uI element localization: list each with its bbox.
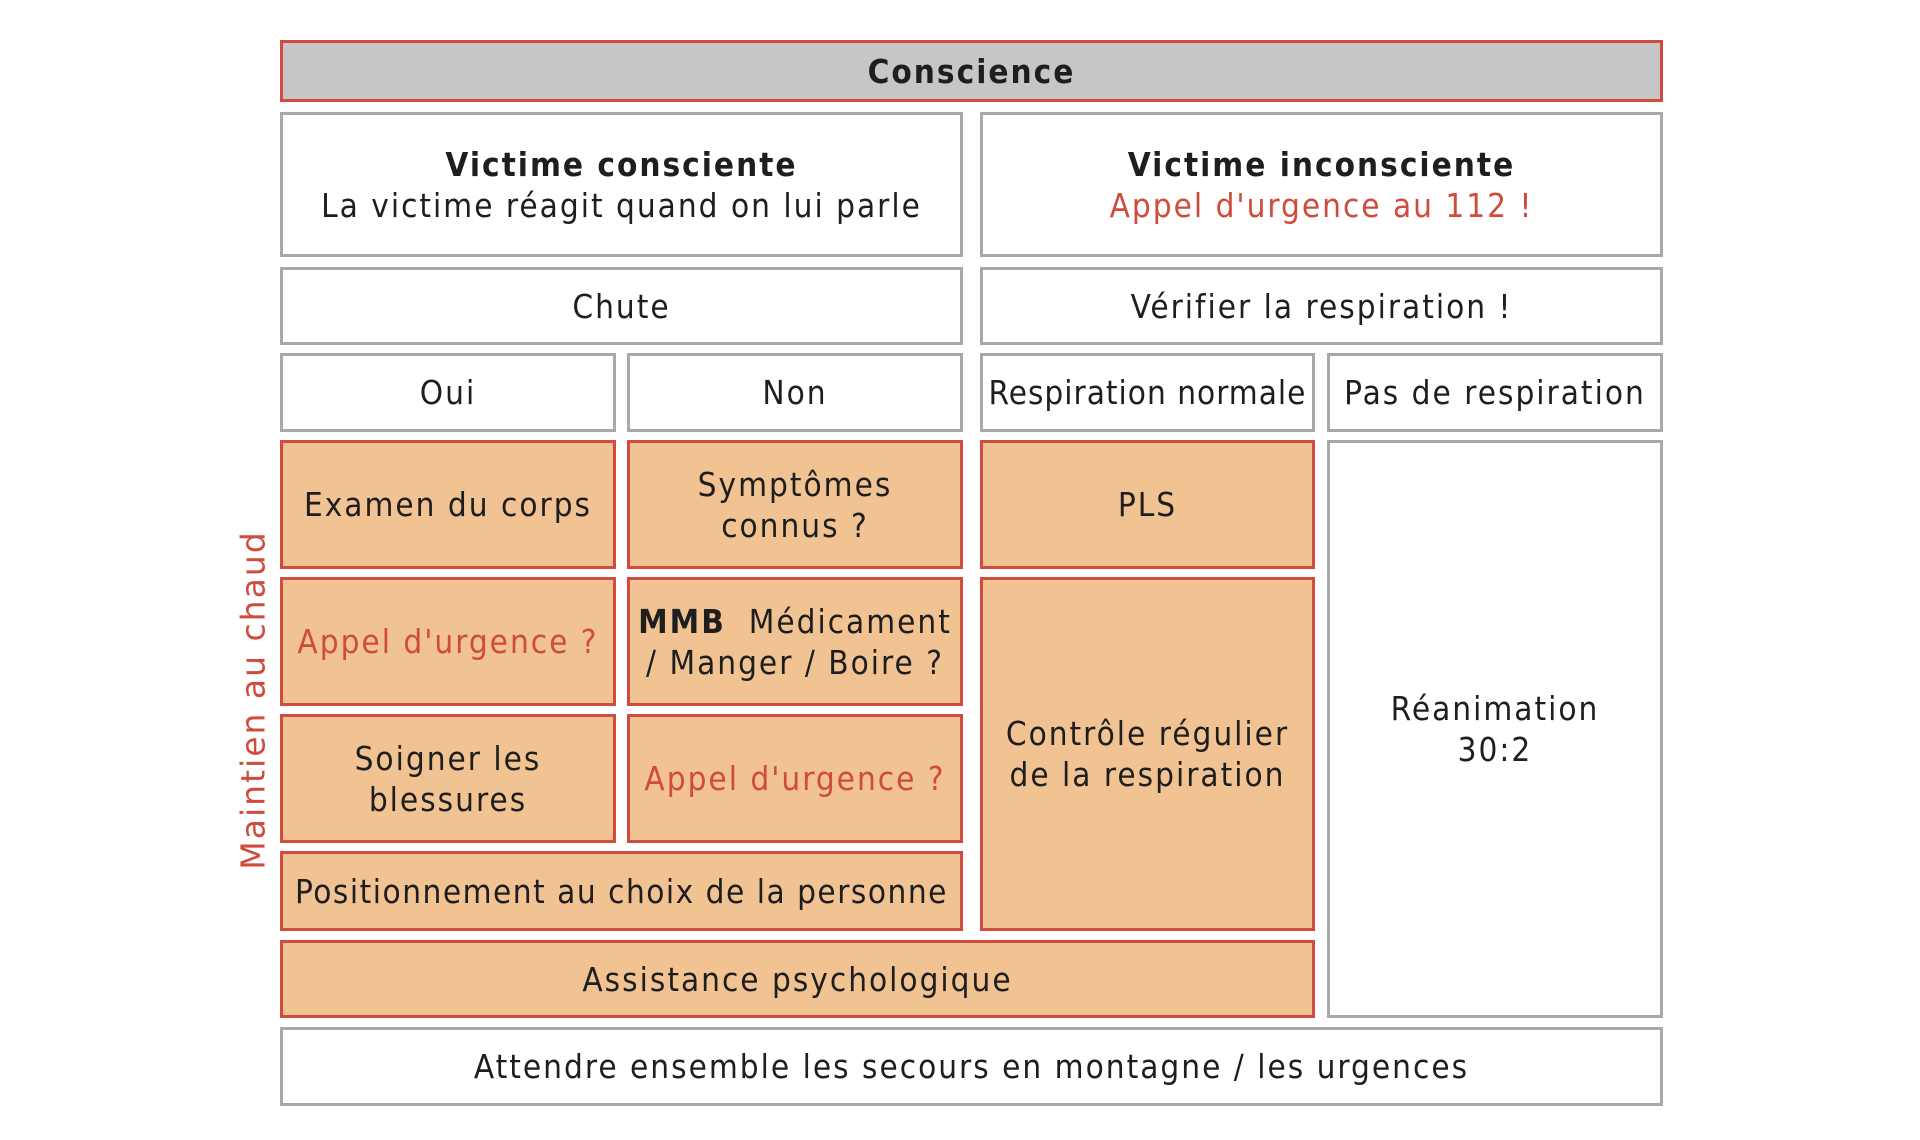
positionnement-label: Positionnement au choix de la personne [295,871,948,911]
pls-label: PLS [1117,485,1178,524]
mmb-line1-wrap [638,601,952,642]
controle-line2: de la respiration [1009,755,1286,794]
unconscious-subtitle: Appel d'urgence au 112 ! [1109,185,1534,225]
chute-label: Chute [572,286,671,326]
mmb-line2: / Manger / Boire ? [646,642,944,682]
appel-non-label: Appel d'urgence ? [644,759,946,798]
soigner-line1: Soigner les [354,738,542,778]
header-conscience [280,40,1663,102]
box-appel-urgence-oui [280,577,616,706]
unconscious-title: Victime inconsciente [1127,144,1516,184]
soigner-line2: blessures [368,779,528,819]
resp-normale-label: Respiration normale [988,373,1307,412]
verifier-label: Vérifier la respiration ! [1130,286,1513,326]
box-soigner-blessures [280,714,616,843]
box-victime-consciente [280,112,963,257]
box-appel-urgence-non [627,714,963,843]
box-assistance-psychologique [280,940,1315,1018]
reanimation-line2: 30:2 [1457,730,1533,769]
box-controle-respiration [980,577,1315,931]
box-examen-du-corps [280,440,616,569]
symptomes-line1: Symptômes [697,464,893,504]
box-symptomes-connus [627,440,963,569]
side-label-text: Maintien au chaud [233,530,273,870]
non-label: Non [762,373,828,412]
header-label: Conscience [867,51,1076,91]
box-mmb [627,577,963,706]
conscious-subtitle: La victime réagit quand on lui parle [321,185,922,225]
symptomes-line2: connus ? [721,505,869,545]
conscious-title: Victime consciente [445,144,798,184]
attendre-label: Attendre ensemble les secours en montagne / les urgences [473,1047,1470,1086]
box-non [627,353,963,432]
mmb-abbr: MMB [638,601,726,641]
box-oui [280,353,616,432]
box-chute [280,267,963,345]
examen-label: Examen du corps [303,485,593,524]
box-victime-inconsciente [980,112,1663,257]
appel-oui-label: Appel d'urgence ? [297,622,599,661]
box-attendre-secours [280,1027,1663,1106]
mmb-line1: Médicament [748,601,952,641]
reanimation-line1: Réanimation [1390,689,1600,728]
box-reanimation [1327,440,1663,1018]
assistance-label: Assistance psychologique [582,959,1013,999]
box-pas-de-respiration [1327,353,1663,432]
box-pls [980,440,1315,569]
pas-resp-label: Pas de respiration [1344,373,1646,412]
box-respiration-normale [980,353,1315,432]
oui-label: Oui [419,373,477,412]
box-positionnement [280,851,963,931]
box-verifier-respiration [980,267,1663,345]
controle-line1: Contrôle régulier [1005,714,1290,753]
